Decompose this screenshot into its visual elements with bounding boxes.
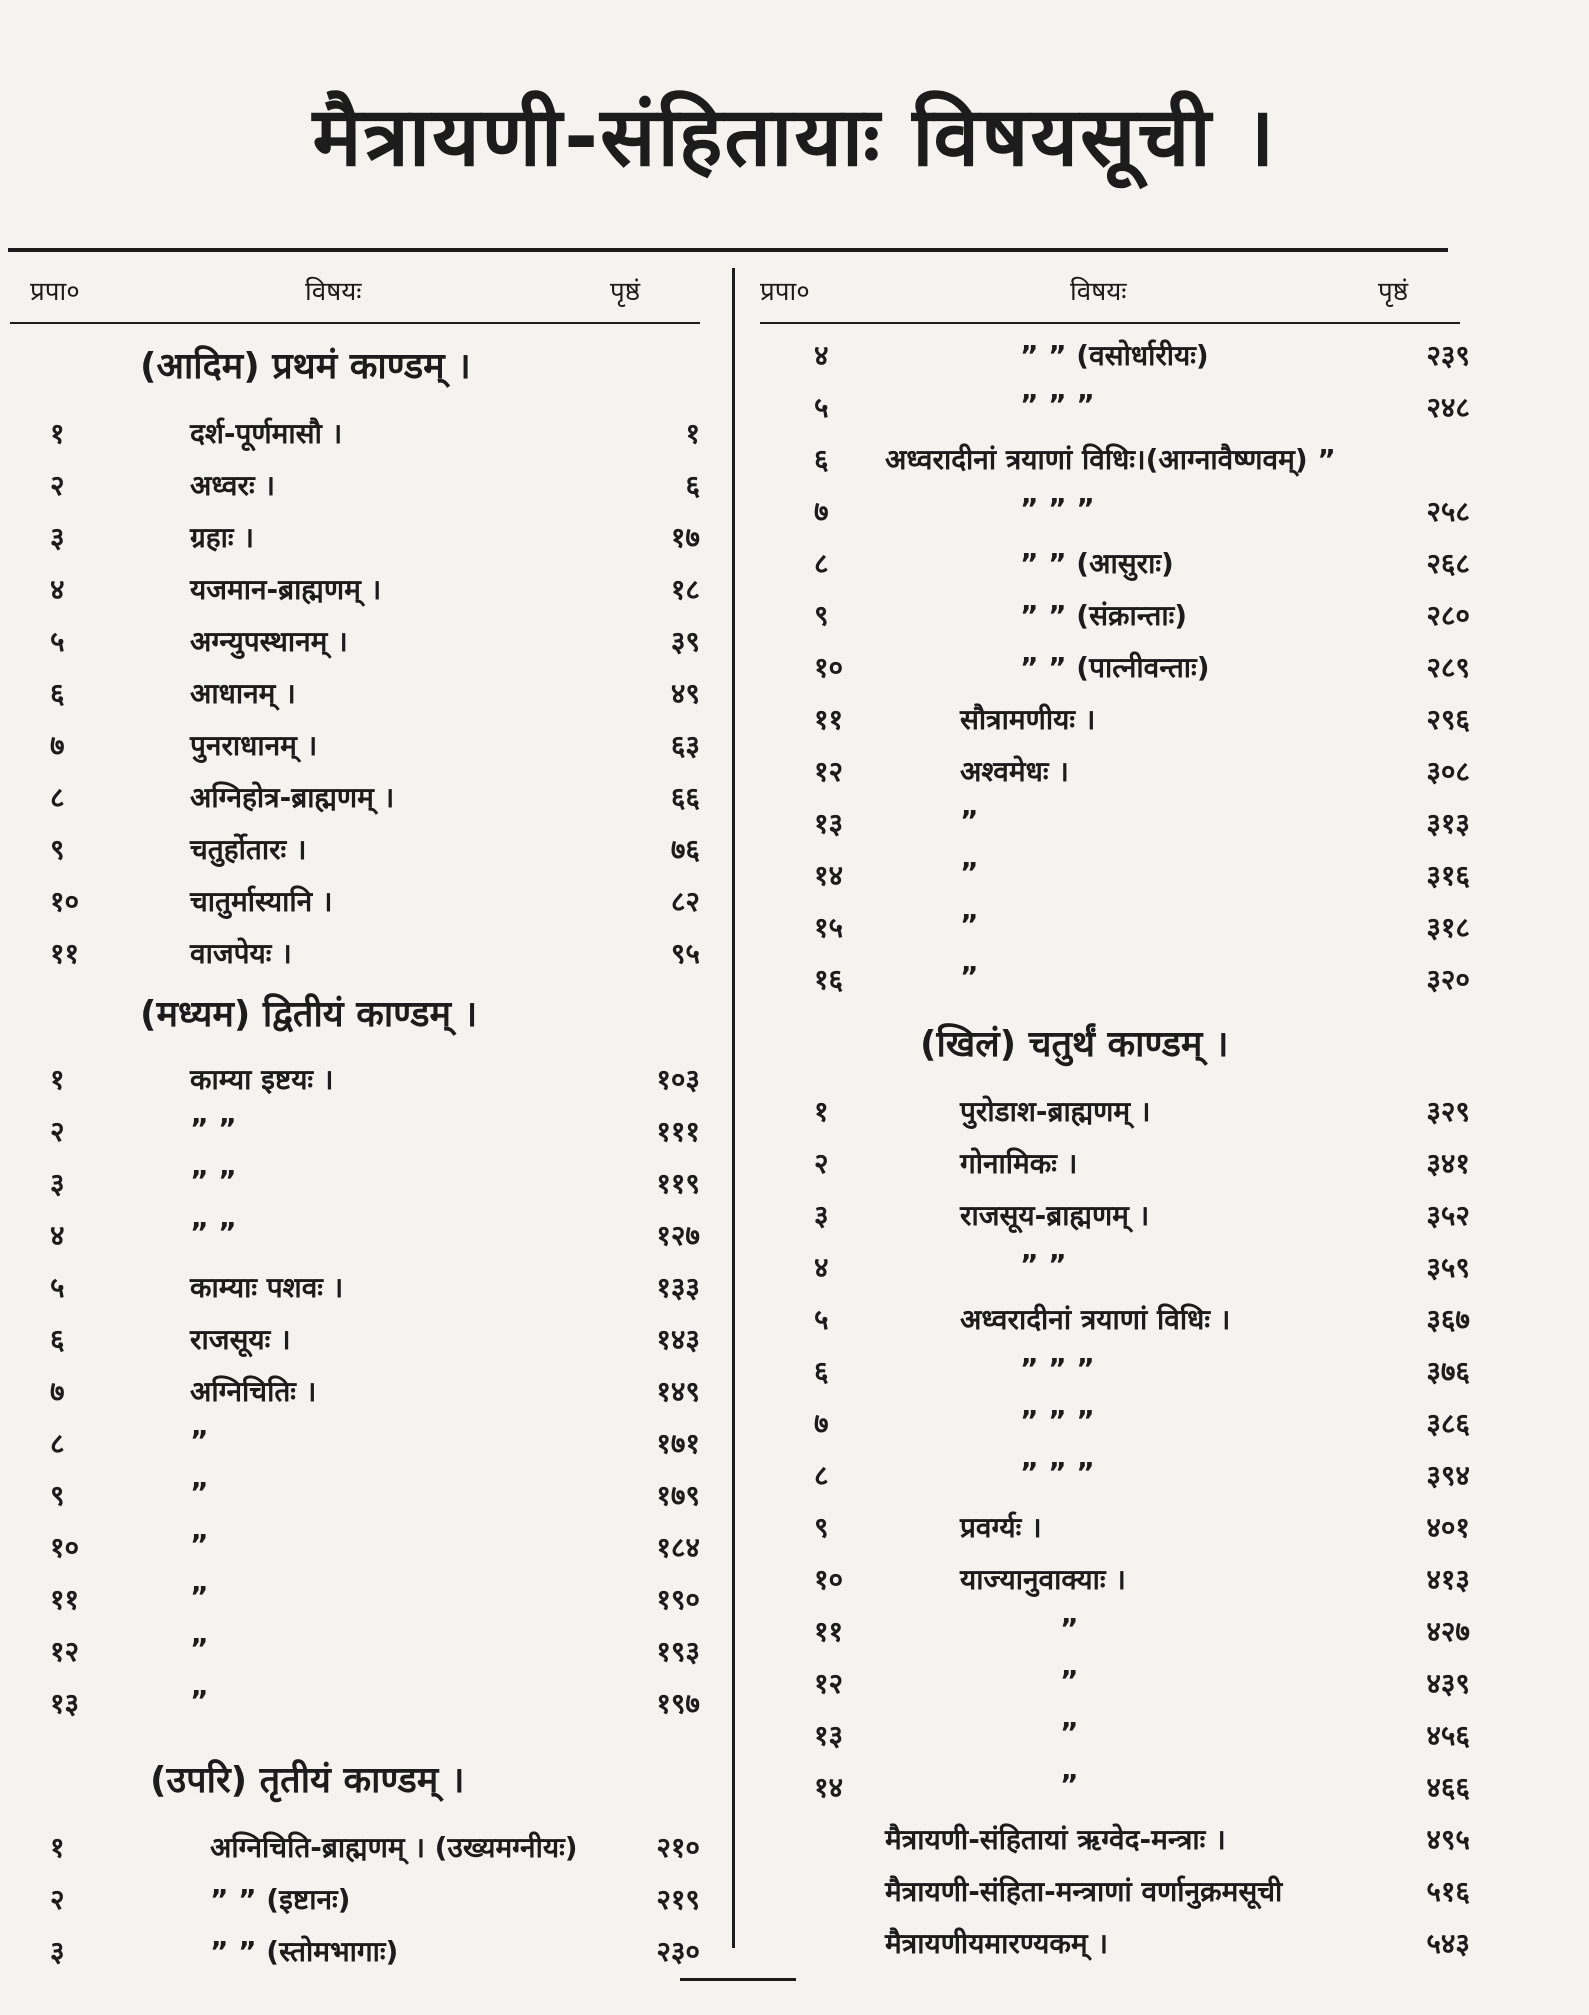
row-topic: ” ” (वसोर्धारीयः): [1020, 339, 1209, 372]
row-page: ४९: [670, 677, 700, 710]
row-topic: ”: [190, 1632, 209, 1665]
toc-row: [790, 1920, 1470, 1966]
row-topic: पुरोडाश-ब्राह्मणम् ।: [960, 1095, 1151, 1128]
row-page: ४९५: [1426, 1823, 1470, 1856]
top-rule: [8, 248, 1448, 252]
toc-row: [790, 1712, 1470, 1758]
toc-row: [10, 930, 700, 976]
row-number: ५: [814, 391, 829, 424]
row-number: ३: [50, 1167, 65, 1200]
row-page: १४९: [656, 1375, 700, 1408]
row-topic: ” ” (इष्टानः): [210, 1883, 351, 1916]
row-page: ३१८: [1426, 911, 1470, 944]
row-page: १७१: [656, 1427, 700, 1460]
toc-row: [10, 1628, 700, 1674]
row-topic: अध्वरादीनां त्रयाणां विधिः।(आग्नावैष्णवम्) ”: [885, 443, 1336, 476]
row-number: १०: [814, 1563, 844, 1596]
toc-row: [10, 1160, 700, 1206]
toc-row: [790, 644, 1470, 690]
row-topic: ”: [1060, 1768, 1079, 1801]
toc-row: [10, 1368, 700, 1414]
row-number: ६: [814, 443, 829, 476]
row-topic: ”: [960, 804, 979, 837]
row-number: १२: [814, 755, 844, 788]
toc-row: [790, 1296, 1470, 1342]
row-number: ३: [814, 1199, 829, 1232]
row-page: ७६: [670, 833, 700, 866]
row-number: १२: [814, 1667, 844, 1700]
row-page: २१०: [656, 1831, 700, 1864]
row-topic: अध्वरादीनां त्रयाणां विधिः ।: [960, 1303, 1231, 1336]
row-page: ६६: [670, 781, 700, 814]
row-number: ८: [50, 781, 65, 814]
row-number: ६: [50, 1323, 65, 1356]
bottom-rule: [680, 1978, 796, 1981]
row-number: ९: [814, 1511, 829, 1544]
row-page: ३२०: [1426, 963, 1470, 996]
toc-row: [790, 1816, 1470, 1862]
toc-row: [790, 1764, 1470, 1810]
row-page: ४२७: [1426, 1615, 1470, 1648]
row-topic: मैत्रायणी-संहितायां ऋग्वेद-मन्त्राः ।: [885, 1823, 1226, 1856]
toc-row: [10, 1316, 700, 1362]
toc-row: [790, 1192, 1470, 1238]
toc-row: [790, 436, 1470, 482]
row-topic: अश्वमेधः ।: [960, 755, 1069, 788]
row-number: ९: [814, 599, 829, 632]
row-page: १४३: [656, 1323, 700, 1356]
row-topic: ”: [190, 1580, 209, 1613]
row-page: १९३: [656, 1635, 700, 1668]
row-number: ८: [814, 547, 829, 580]
row-topic: चतुर्होतारः ।: [190, 833, 307, 866]
row-page: ६३: [670, 729, 700, 762]
row-number: ४: [50, 573, 65, 606]
row-number: २: [50, 469, 65, 502]
header-vishaya-right: विषयः: [1070, 277, 1127, 307]
toc-row: [10, 1264, 700, 1310]
row-topic: पुनराधानम् ।: [190, 729, 318, 762]
row-page: १११: [656, 1115, 700, 1148]
row-page: १२७: [656, 1219, 700, 1252]
row-topic: ”: [1060, 1664, 1079, 1697]
row-number: १: [814, 1095, 829, 1128]
header-underline-left: [10, 322, 700, 324]
row-page: ३८६: [1426, 1407, 1470, 1440]
row-page: ३१३: [1426, 807, 1470, 840]
row-topic: ” ” (स्तोमभागाः): [210, 1935, 399, 1968]
row-topic: ”: [960, 908, 979, 941]
row-page: २८९: [1426, 651, 1470, 684]
row-topic: अध्वरः ।: [190, 469, 275, 502]
header-prapa-left: प्रपा०: [30, 277, 80, 307]
row-page: २९६: [1426, 703, 1470, 736]
row-topic: अग्न्युपस्थानम् ।: [190, 625, 348, 658]
toc-row: [10, 1212, 700, 1258]
toc-row: [790, 488, 1470, 534]
toc-row: [790, 1244, 1470, 1290]
toc-row: [10, 462, 700, 508]
row-page: ८२: [670, 885, 700, 918]
row-topic: ” ”: [190, 1112, 237, 1145]
row-topic: ” ”: [190, 1164, 237, 1197]
toc-row: [10, 618, 700, 664]
toc-row: [790, 1400, 1470, 1446]
toc-row: [10, 566, 700, 612]
row-topic: काम्याः पशवः ।: [190, 1271, 344, 1304]
toc-row: [790, 540, 1470, 586]
row-number: ८: [814, 1459, 829, 1492]
row-number: ९: [50, 833, 65, 866]
row-topic: ”: [190, 1684, 209, 1717]
row-page: १७९: [656, 1479, 700, 1512]
row-topic: याज्यानुवाक्याः ।: [960, 1563, 1126, 1596]
row-topic: ” ” ”: [1020, 492, 1095, 525]
row-topic: ”: [190, 1476, 209, 1509]
row-topic: मैत्रायणी-संहिता-मन्त्राणां वर्णानुक्रमसूची: [885, 1875, 1283, 1908]
row-topic: दर्श-पूर्णमासौ ।: [190, 417, 343, 450]
section-heading-1: (आदिम) प्रथमं काण्डम् ।: [140, 346, 471, 387]
row-page: १३३: [656, 1271, 700, 1304]
row-topic: यजमान-ब्राह्मणम् ।: [190, 573, 382, 606]
header-prapa-right: प्रपा०: [760, 277, 810, 307]
toc-row: [790, 748, 1470, 794]
toc-row: [790, 696, 1470, 742]
row-page: २४८: [1426, 391, 1470, 424]
row-page: ३०८: [1426, 755, 1470, 788]
row-topic: ” ” ”: [1020, 388, 1095, 421]
row-page: ४६६: [1426, 1771, 1470, 1804]
row-number: ३: [50, 521, 65, 554]
page-title: मैत्रायणी-संहितायाः विषयसूची ।: [312, 90, 1277, 185]
row-page: २६८: [1426, 547, 1470, 580]
row-topic: अग्निचितिः ।: [190, 1375, 317, 1408]
row-number: १६: [814, 963, 844, 996]
toc-row: [10, 1108, 700, 1154]
row-topic: ग्रहाः ।: [190, 521, 254, 554]
section-heading-4: (खिलं) चतुर्थं काण्डम् ।: [920, 1024, 1229, 1065]
row-number: १३: [50, 1687, 80, 1720]
row-page: ११९: [656, 1167, 700, 1200]
row-page: १: [685, 417, 700, 450]
row-number: १३: [814, 1719, 844, 1752]
row-page: १९०: [656, 1583, 700, 1616]
row-number: ५: [50, 1271, 65, 1304]
header-prishtha-left: पृष्ठं: [610, 277, 641, 307]
row-page: ५४३: [1426, 1927, 1470, 1960]
toc-row: [790, 852, 1470, 898]
row-number: ११: [50, 937, 80, 970]
section-heading-2: (मध्यम) द्वितीयं काण्डम् ।: [140, 994, 478, 1035]
row-number: ६: [814, 1355, 829, 1388]
row-number: ११: [50, 1583, 80, 1616]
row-number: ४: [814, 339, 829, 372]
row-number: १४: [814, 859, 844, 892]
toc-row: [790, 1556, 1470, 1602]
toc-row: [790, 956, 1470, 1002]
toc-row: [790, 1660, 1470, 1706]
row-topic: काम्या इष्टयः ।: [190, 1063, 334, 1096]
row-number: १: [50, 1063, 65, 1096]
row-number: ४: [50, 1219, 65, 1252]
row-page: ३९: [670, 625, 700, 658]
row-page: ४०१: [1426, 1511, 1470, 1544]
row-number: ७: [50, 729, 65, 762]
row-number: १०: [50, 885, 80, 918]
row-topic: ”: [190, 1528, 209, 1561]
row-page: ९५: [670, 937, 700, 970]
row-page: २३९: [1426, 339, 1470, 372]
toc-row: [10, 1680, 700, 1726]
row-topic: ”: [190, 1424, 209, 1457]
row-topic: ” ” ”: [1020, 1404, 1095, 1437]
row-topic: मैत्रायणीयमारण्यकम् ।: [885, 1927, 1109, 1960]
row-page: १७: [670, 521, 700, 554]
row-page: ३७६: [1426, 1355, 1470, 1388]
toc-row: [10, 774, 700, 820]
row-topic: ”: [1060, 1612, 1079, 1645]
row-topic: ”: [960, 856, 979, 889]
toc-row: [790, 1608, 1470, 1654]
row-number: २: [50, 1883, 65, 1916]
toc-row: [10, 1824, 700, 1870]
toc-row: [790, 1140, 1470, 1186]
row-topic: अग्निहोत्र-ब्राह्मणम् ।: [190, 781, 395, 814]
toc-row: [790, 1088, 1470, 1134]
header-underline-right: [760, 322, 1460, 324]
row-number: १०: [50, 1531, 80, 1564]
toc-row: [10, 878, 700, 924]
row-topic: ” ” (पात्नीवन्ताः): [1020, 651, 1210, 684]
row-topic: ” ” ”: [1020, 1352, 1095, 1385]
toc-row: [790, 800, 1470, 846]
row-topic: आधानम् ।: [190, 677, 296, 710]
row-number: ७: [814, 495, 829, 528]
row-topic: चातुर्मास्यानि ।: [190, 885, 333, 918]
row-page: २५८: [1426, 495, 1470, 528]
row-number: ६: [50, 677, 65, 710]
row-page: ३२९: [1426, 1095, 1470, 1128]
row-number: ८: [50, 1427, 65, 1460]
row-number: ७: [814, 1407, 829, 1440]
row-page: १०३: [656, 1063, 700, 1096]
row-topic: राजसूयः ।: [190, 1323, 291, 1356]
row-page: ३४१: [1426, 1147, 1470, 1180]
row-page: ५१६: [1426, 1875, 1470, 1908]
row-page: १९७: [656, 1687, 700, 1720]
toc-row: [10, 1928, 700, 1974]
row-page: २८०: [1426, 599, 1470, 632]
row-page: ३५९: [1426, 1251, 1470, 1284]
toc-row: [10, 514, 700, 560]
row-page: ३६७: [1426, 1303, 1470, 1336]
row-number: १: [50, 1831, 65, 1864]
toc-row: [10, 1576, 700, 1622]
toc-row: [790, 384, 1470, 430]
toc-row: [790, 592, 1470, 638]
row-topic: ”: [1060, 1716, 1079, 1749]
toc-row: [10, 1420, 700, 1466]
row-topic: प्रवर्ग्यः ।: [960, 1511, 1042, 1544]
row-topic: ” ” (आसुराः): [1020, 547, 1174, 580]
row-topic: ”: [960, 960, 979, 993]
toc-row: [10, 826, 700, 872]
row-topic: वाजपेयः ।: [190, 937, 292, 970]
row-page: ४१३: [1426, 1563, 1470, 1596]
row-number: ११: [814, 1615, 844, 1648]
row-number: ५: [814, 1303, 829, 1336]
header-prishtha-right: पृष्ठं: [1378, 277, 1409, 307]
row-number: ४: [814, 1251, 829, 1284]
toc-row: [10, 1876, 700, 1922]
toc-row: [10, 1056, 700, 1102]
toc-row: [10, 670, 700, 716]
row-topic: ” ” (संक्रान्ताः): [1020, 599, 1188, 632]
row-page: ४३९: [1426, 1667, 1470, 1700]
row-page: १८: [670, 573, 700, 606]
toc-row: [790, 904, 1470, 950]
row-number: १: [50, 417, 65, 450]
row-page: ३५२: [1426, 1199, 1470, 1232]
toc-row: [10, 1524, 700, 1570]
row-page: ६: [685, 469, 700, 502]
toc-row: [790, 1348, 1470, 1394]
toc-row: [10, 410, 700, 456]
row-page: २१९: [656, 1883, 700, 1916]
row-number: १२: [50, 1635, 80, 1668]
row-number: १४: [814, 1771, 844, 1804]
row-topic: ” ” ”: [1020, 1456, 1095, 1489]
row-topic: ” ”: [1020, 1248, 1067, 1281]
row-number: ५: [50, 625, 65, 658]
row-number: १५: [814, 911, 844, 944]
row-page: २३०: [656, 1935, 700, 1968]
row-page: ४५६: [1426, 1719, 1470, 1752]
toc-row: [790, 332, 1470, 378]
toc-row: [790, 1452, 1470, 1498]
row-number: १३: [814, 807, 844, 840]
row-page: १८४: [656, 1531, 700, 1564]
row-topic: गोनामिकः ।: [960, 1147, 1078, 1180]
toc-row: [790, 1868, 1470, 1914]
row-page: ३१६: [1426, 859, 1470, 892]
row-number: १०: [814, 651, 844, 684]
row-number: ३: [50, 1935, 65, 1968]
row-topic: राजसूय-ब्राह्मणम् ।: [960, 1199, 1150, 1232]
row-topic: ” ”: [190, 1216, 237, 1249]
row-number: ७: [50, 1375, 65, 1408]
row-topic: अग्निचिति-ब्राह्मणम् । (उख्यमग्नीयः): [210, 1831, 578, 1864]
row-number: ९: [50, 1479, 65, 1512]
row-number: ११: [814, 703, 844, 736]
row-number: २: [50, 1115, 65, 1148]
section-heading-3: (उपरि) तृतीयं काण्डम् ।: [150, 1760, 465, 1801]
toc-row: [790, 1504, 1470, 1550]
toc-row: [10, 722, 700, 768]
row-page: ३९४: [1426, 1459, 1470, 1492]
row-number: २: [814, 1147, 829, 1180]
toc-row: [10, 1472, 700, 1518]
column-divider: [732, 268, 735, 1948]
header-vishaya-left: विषयः: [305, 277, 362, 307]
row-topic: सौत्रामणीयः ।: [960, 703, 1096, 736]
